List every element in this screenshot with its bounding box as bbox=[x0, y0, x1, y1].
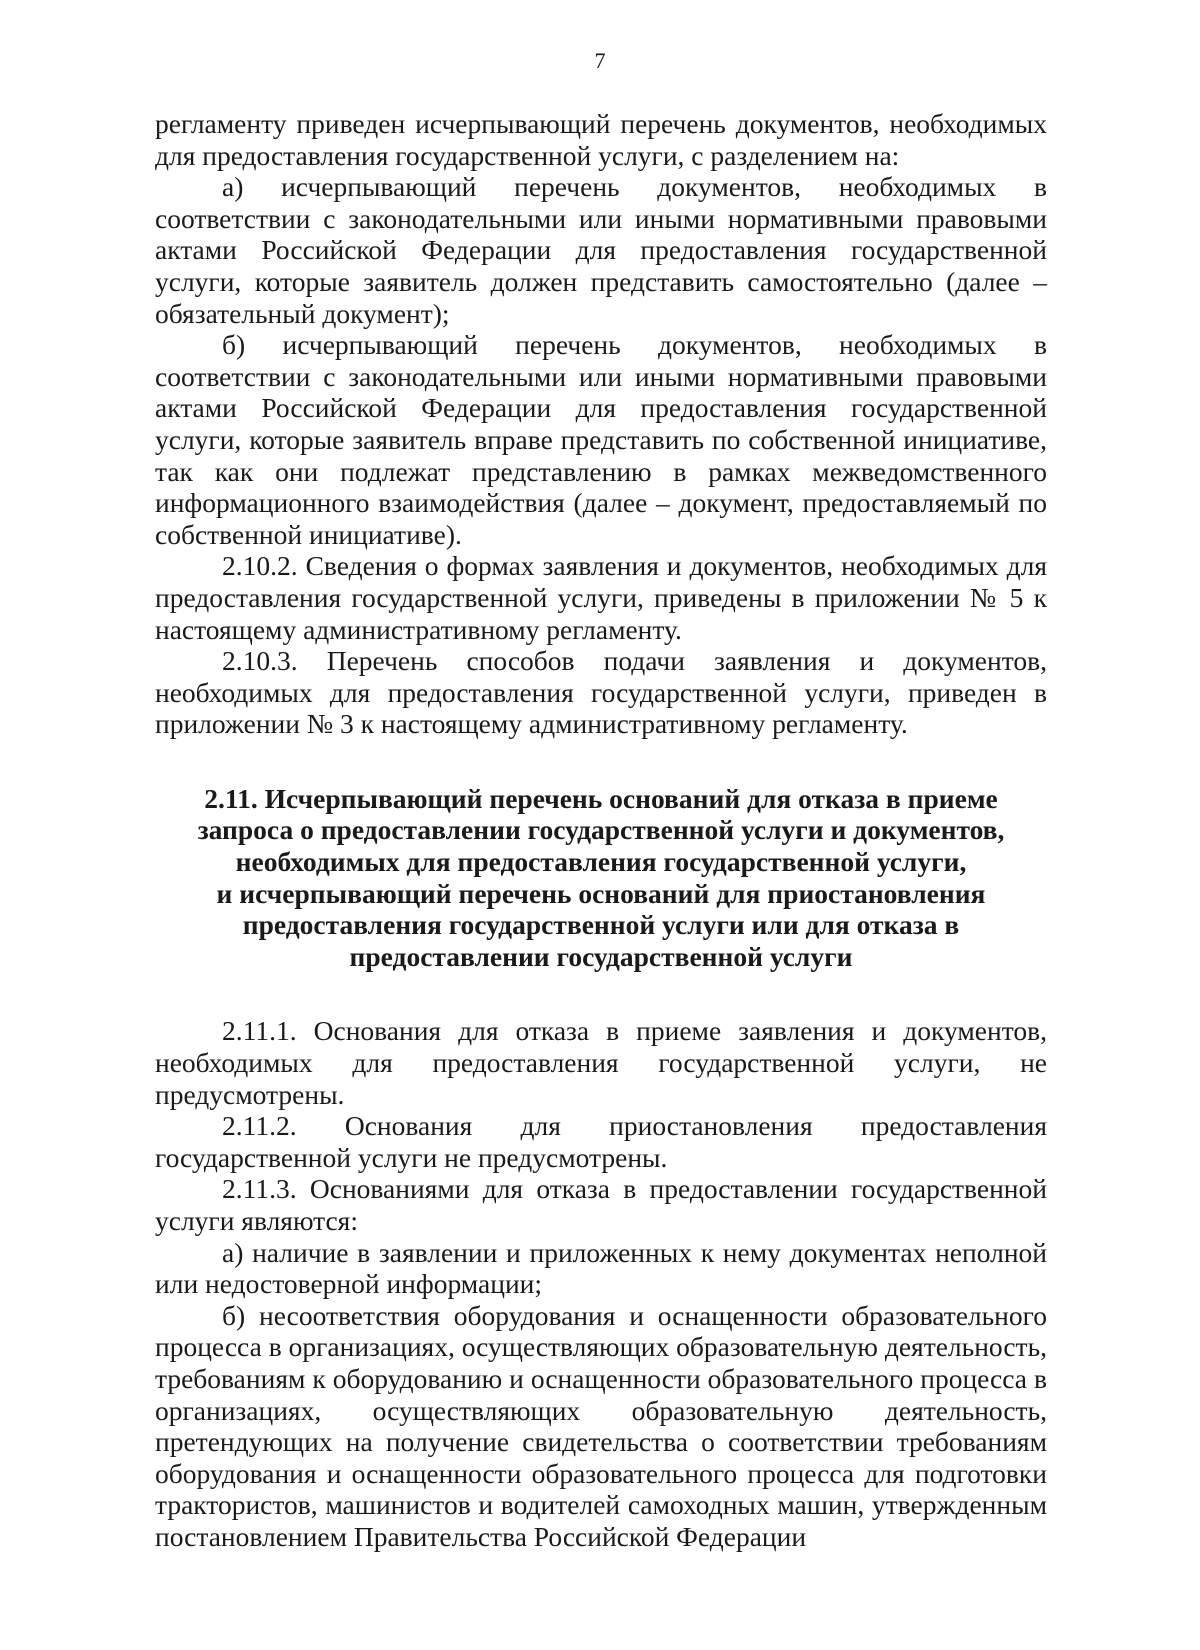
page-number: 7 bbox=[594, 48, 606, 73]
paragraph-2-11-2: 2.11.2. Основания для приостановления предоставления государственной услуги не предусмотрены. bbox=[155, 1110, 1047, 1173]
paragraph-2-11-3: 2.11.3. Основаниями для отказа в предоставлении государственной услуги являются: bbox=[155, 1173, 1047, 1236]
heading-line: необходимых для предоставления государственной услуги, bbox=[235, 846, 967, 878]
refusal-reason-b: б) несоответствия оборудования и оснащенности образовательного процесса в организациях, осуществляющих образовательную деятельность, требованиям к оборудованию и оснащенности образовательного процесса в организациях, осуществляющих образовательную деятельность, претендующих на получение свидетельства о соответствии требованиям оборудования и оснащенности образовательного процесса для подготовки трактористов, машинистов и водителей самоходных машин, утвержденным постановлением Правительства Российской Федерации bbox=[155, 1299, 1047, 1552]
paragraph-2-11-1: 2.11.1. Основания для отказа в приеме заявления и документов, необходимых для предоставления государственной услуги, не предусмотрены. bbox=[155, 1015, 1047, 1110]
heading-line: предоставления государственной услуги или для отказа в bbox=[242, 909, 960, 941]
heading-line: 2.11. Исчерпывающий перечень оснований для отказа в приеме bbox=[204, 782, 998, 814]
section-heading-2-11 bbox=[155, 783, 1047, 973]
refusal-reason-a: а) наличие в заявлении и приложенных к нему документах неполной или недостоверной информации; bbox=[155, 1236, 1047, 1300]
list-item-a-mandatory-documents: а) исчерпывающий перечень документов, необходимых в соответствии с законодательными или иными нормативными правовыми актами Российской Федерации для предоставления государственной услуги, которые заявитель должен представить самостоятельно (далее – обязательный документ); bbox=[155, 171, 1047, 329]
document-body bbox=[155, 108, 1047, 1553]
heading-line: и исчерпывающий перечень оснований для приостановления bbox=[216, 877, 986, 909]
paragraph-2-10-2: 2.10.2. Сведения о формах заявления и документов, необходимых для предоставления государственной услуги, приведены в приложении № 5 к настоящему административному регламенту. bbox=[155, 550, 1047, 645]
list-item-b-optional-documents: б) исчерпывающий перечень документов, необходимых в соответствии с законодательными или иными нормативными правовыми актами Российской Федерации для предоставления государственной услуги, которые заявитель вправе представить по собственной инициативе, так как они подлежат представлению в рамках межведомственного информационного взаимодействия (далее – документ, предоставляемый по собственной инициативе). bbox=[155, 329, 1047, 550]
paragraph-2-10-3: 2.10.3. Перечень способов подачи заявления и документов, необходимых для предоставления государственной услуги, приведен в приложении № 3 к настоящему административному регламенту. bbox=[155, 645, 1047, 740]
heading-line: запроса о предоставлении государственной услуги и документов, bbox=[197, 814, 1005, 846]
paragraph-continuation: регламенту приведен исчерпывающий перечень документов, необходимых для предоставления государственной услуги, с разделением на: bbox=[155, 108, 1047, 171]
heading-line: предоставлении государственной услуги bbox=[349, 940, 853, 972]
